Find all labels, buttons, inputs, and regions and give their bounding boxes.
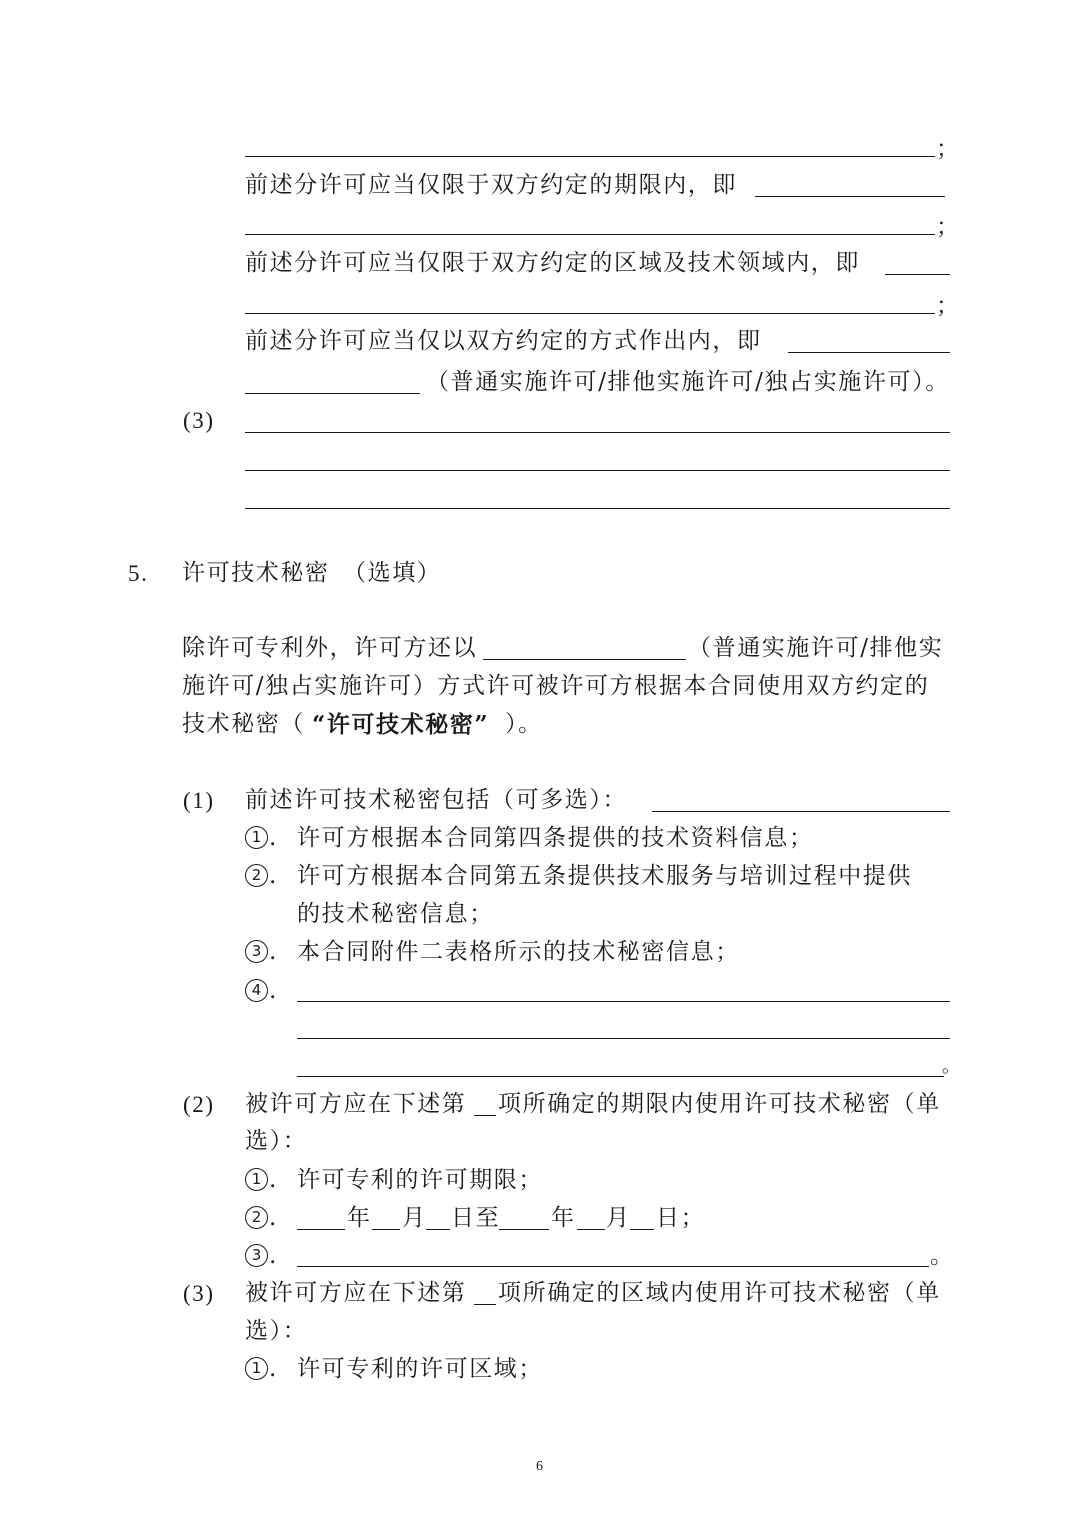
blank-line xyxy=(245,234,935,235)
semicolon: ； xyxy=(936,214,961,240)
circled-number: 1 xyxy=(245,1168,268,1191)
circled-number: 2 xyxy=(245,1206,268,1229)
section-title-note: （选填） xyxy=(343,560,442,586)
circled-number: 4 xyxy=(245,979,268,1002)
blank-line xyxy=(788,352,950,353)
blank-line xyxy=(474,1304,496,1305)
item-text: 项所确定的区域内使用许可技术秘密（单 xyxy=(498,1280,941,1306)
item-text: 项所确定的期限内使用许可技术秘密（单 xyxy=(498,1091,941,1117)
blank-line xyxy=(630,1229,654,1230)
year-label: 年 xyxy=(551,1205,576,1231)
month-label: 月 xyxy=(606,1205,631,1231)
period: . xyxy=(269,1243,278,1269)
period: . xyxy=(269,1205,278,1231)
blank-line xyxy=(297,1038,950,1039)
item-text: 前述许可技术秘密包括（可多选）： xyxy=(245,787,628,813)
semicolon: ； xyxy=(936,293,961,319)
semicolon: ； xyxy=(936,136,961,162)
blank-line xyxy=(297,1229,345,1230)
item-text: 选）： xyxy=(245,1318,308,1344)
period: . xyxy=(269,1356,278,1382)
option-text: 本合同附件二表格所示的技术秘密信息； xyxy=(297,939,740,965)
blank-line xyxy=(297,1001,950,1002)
term-clause: 前述分许可应当仅限于双方约定的期限内，即 xyxy=(245,172,737,198)
item-label: (1) xyxy=(183,788,215,813)
section-number: 5. xyxy=(128,561,149,586)
circled-number: 1 xyxy=(245,826,268,849)
section-title: 许可技术秘密 xyxy=(182,560,330,586)
paragraph-text: 技术秘密（ xyxy=(182,711,305,737)
day-to-label: 日至 xyxy=(451,1205,501,1231)
blank-line xyxy=(245,313,935,314)
circled-number: 3 xyxy=(245,1244,268,1267)
blank-line xyxy=(245,508,950,509)
blank-line xyxy=(245,156,935,157)
blank-line xyxy=(652,811,950,812)
blank-line xyxy=(245,432,950,433)
blank-line xyxy=(577,1229,605,1230)
option-text: 许可专利的许可区域； xyxy=(297,1356,543,1382)
blank-line xyxy=(755,196,945,197)
mode-clause: 前述分许可应当仅以双方约定的方式作出内，即 xyxy=(245,328,762,354)
paragraph-text: （普通实施许可/排他实 xyxy=(688,635,944,661)
blank-line xyxy=(426,1229,450,1230)
circled-number: 3 xyxy=(245,940,268,963)
blank-line xyxy=(474,1115,496,1116)
item-text: 选）： xyxy=(245,1128,308,1154)
defined-term: “许可技术秘密” xyxy=(312,711,490,738)
page-number: 6 xyxy=(536,1459,543,1474)
option-text: 许可专利的许可期限； xyxy=(297,1167,543,1193)
item-label: (3) xyxy=(183,408,215,433)
mode-options: （普通实施许可/排他实施许可/独占实施许可）。 xyxy=(426,369,950,395)
option-text: 许可方根据本合同第四条提供的技术资料信息； xyxy=(297,825,814,851)
blank-line xyxy=(372,1229,400,1230)
item-text: 被许可方应在下述第 xyxy=(245,1280,467,1306)
region-clause: 前述分许可应当仅限于双方约定的区域及技术领域内，即 xyxy=(245,250,860,276)
blank-line xyxy=(297,1076,944,1077)
blank-line xyxy=(245,470,950,471)
blank-line xyxy=(245,393,420,394)
period: . xyxy=(269,939,278,965)
period: 。 xyxy=(930,1243,955,1269)
paragraph-text: ）。 xyxy=(505,711,543,737)
item-text: 被许可方应在下述第 xyxy=(245,1091,467,1117)
item-label: (3) xyxy=(183,1281,215,1306)
period: . xyxy=(269,863,278,889)
paragraph-text: 施许可/独占实施许可）方式许可被许可方根据本合同使用双方约定的 xyxy=(182,673,930,699)
period: . xyxy=(269,978,278,1004)
blank-line xyxy=(483,659,686,660)
paragraph-text: 除许可专利外，许可方还以 xyxy=(182,635,478,661)
circled-number: 2 xyxy=(245,864,268,887)
item-label: (2) xyxy=(183,1092,215,1117)
month-label: 月 xyxy=(402,1205,427,1231)
period: 。 xyxy=(942,1056,962,1077)
circled-number: 1 xyxy=(245,1357,268,1380)
blank-line xyxy=(499,1229,549,1230)
period: . xyxy=(269,1167,278,1193)
blank-line xyxy=(885,274,950,275)
year-label: 年 xyxy=(347,1205,372,1231)
blank-line xyxy=(297,1266,929,1267)
day-end-label: 日； xyxy=(656,1205,706,1231)
option-text: 许可方根据本合同第五条提供技术服务与培训过程中提供 xyxy=(297,863,912,889)
period: . xyxy=(269,825,278,851)
option-text: 的技术秘密信息； xyxy=(297,901,494,927)
